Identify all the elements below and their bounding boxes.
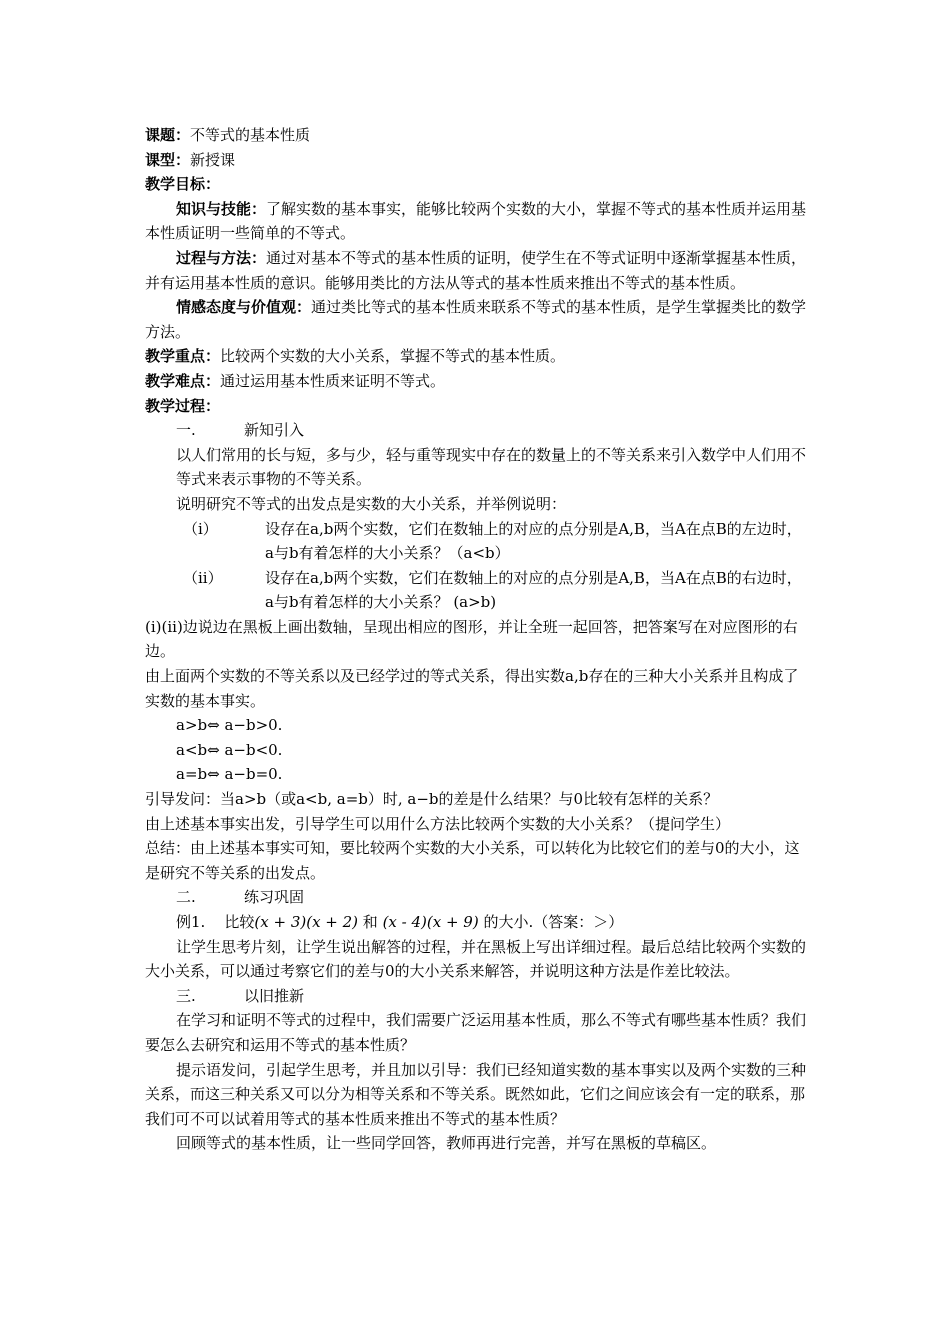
title-label: 课题：	[145, 126, 191, 144]
case-ii-text: 设存在a,b两个实数，它们在数轴上的对应的点分别是A,B，当A在点B的右边时，a与b有着怎样的大小关系？ (a>b)	[265, 568, 802, 612]
section-3-heading	[145, 984, 810, 1009]
section-2-heading	[145, 885, 810, 910]
section-1-para-5: 引导发问：当a>b（或a<b, a=b）时, a−b的差是什么结果？与0比较有怎样的关系？	[145, 790, 719, 809]
section-1-para-4: 由上面两个实数的不等关系以及已经学过的等式关系，得出实数a,b存在的三种大小关系并且构成了实数的基本事实。	[145, 667, 799, 710]
focus-text: 比较两个实数的大小关系，掌握不等式的基本性质。	[220, 347, 566, 366]
goal-emotion-text: 通过类比等式的基本性质来联系不等式的基本性质，是学生掌握类比的数学方法。	[145, 298, 807, 341]
case-ii-number: （ii）	[183, 568, 223, 587]
example-1-mid: 和	[358, 913, 383, 931]
difficulty-line	[145, 369, 810, 394]
example-1-expr-1: (x + 3)(x + 2)	[254, 913, 359, 931]
example-1-post: 的大小.（答案：＞）	[478, 913, 624, 931]
goal-knowledge-text: 了解实数的基本事实，能够比较两个实数的大小，掌握不等式的基本性质并运用基本性质证明一些简单的不等式。	[145, 199, 807, 243]
section-3-number: 三.	[176, 986, 196, 1005]
lesson-plan-document	[145, 123, 810, 1156]
focus-label: 教学重点：	[145, 347, 221, 366]
case-i	[145, 517, 810, 566]
goal-emotion	[145, 295, 810, 344]
example-1-label: 例1.	[176, 913, 206, 931]
section-1-para-2: 说明研究不等式的出发点是实数的大小关系，并举例说明：	[176, 494, 567, 513]
equivalence-1: a>b⇔ a−b>0.	[176, 716, 283, 735]
section-1-heading	[145, 418, 810, 443]
example-1-expr-2: (x - 4)(x + 9)	[382, 913, 479, 931]
goal-knowledge	[145, 197, 810, 246]
section-2-number: 二.	[176, 888, 196, 907]
case-i-number: （i）	[183, 519, 218, 538]
section-1-para-6: 由上述基本事实出发，引导学生可以用什么方法比较两个实数的大小关系？（提问学生）	[145, 814, 731, 833]
section-3-para-2: 提示语发问，引起学生思考，并且加以引导：我们已经知道实数的基本事实以及两个实数的三种关系，而这三种关系又可以分为相等关系和不等关系。既然如此，它们之间应该会有一定的联系，那我们可不可以试着用等式的基本性质来推出不等式的基本性质？	[145, 1060, 807, 1128]
title-value: 不等式的基本性质	[190, 126, 311, 144]
section-3-title: 以旧推新	[244, 986, 305, 1005]
goal-process-text: 通过对基本不等式的基本性质的证明，使学生在不等式证明中逐渐掌握基本性质，并有运用基本性质的意识。能够用类比的方法从等式的基本性质来推出不等式的基本性质。	[145, 248, 807, 292]
section-1-para-7: 总结：由上述基本事实可知，要比较两个实数的大小关系，可以转化为比较它们的差与0的大小，这是研究不等关系的出发点。	[145, 839, 800, 882]
section-3-para-1: 在学习和证明不等式的过程中，我们需要广泛运用基本性质，那么不等式有哪些基本性质？我们要怎么去研究和运用不等式的基本性质？	[145, 1011, 807, 1054]
equivalence-3: a=b⇔ a−b=0.	[176, 765, 283, 784]
section-2-para-1: 让学生思考片刻，让学生说出解答的过程，并在黑板上写出详细过程。最后总结比较两个实数的大小关系，可以通过考察它们的差与0的大小关系来解答，并说明这种方法是作差比较法。	[145, 937, 807, 981]
equivalence-2: a<b⇔ a−b<0.	[176, 740, 283, 759]
type-line	[145, 148, 810, 173]
section-1-para-1: 以人们常用的长与短，多与少，轻与重等现实中存在的数量上的不等关系来引入数学中人们用不等式来表示事物的不等关系。	[176, 445, 807, 489]
process-heading: 教学过程：	[145, 396, 221, 415]
section-1-title: 新知引入	[244, 421, 305, 440]
goal-emotion-label: 情感态度与价值观：	[176, 298, 312, 317]
type-label: 课型：	[145, 150, 191, 169]
example-1-pre: 比较	[224, 913, 255, 931]
section-1-number: 一.	[176, 421, 196, 440]
goal-process	[145, 246, 810, 295]
section-3-para-3: 回顾等式的基本性质，让一些同学回答，教师再进行完善，并写在黑板的草稿区。	[176, 1134, 717, 1153]
example-1	[145, 910, 810, 935]
section-2-title: 练习巩固	[244, 888, 305, 907]
difficulty-label: 教学难点：	[145, 371, 221, 390]
section-1-para-3: (i)(ii)边说边在黑板上画出数轴，呈现出相应的图形，并让全班一起回答，把答案写在对应图形的右边。	[145, 617, 798, 661]
title-line	[145, 123, 810, 148]
goal-knowledge-label: 知识与技能：	[176, 199, 267, 218]
difficulty-text: 通过运用基本性质来证明不等式。	[220, 371, 446, 390]
case-i-text: 设存在a,b两个实数，它们在数轴上的对应的点分别是A,B，当A在点B的左边时，a与b有着怎样的大小关系？（a<b）	[265, 519, 802, 563]
goals-heading: 教学目标：	[145, 175, 221, 194]
focus-line	[145, 344, 810, 369]
type-value: 新授课	[190, 150, 236, 169]
goal-process-label: 过程与方法：	[176, 248, 267, 267]
case-ii	[145, 566, 810, 615]
